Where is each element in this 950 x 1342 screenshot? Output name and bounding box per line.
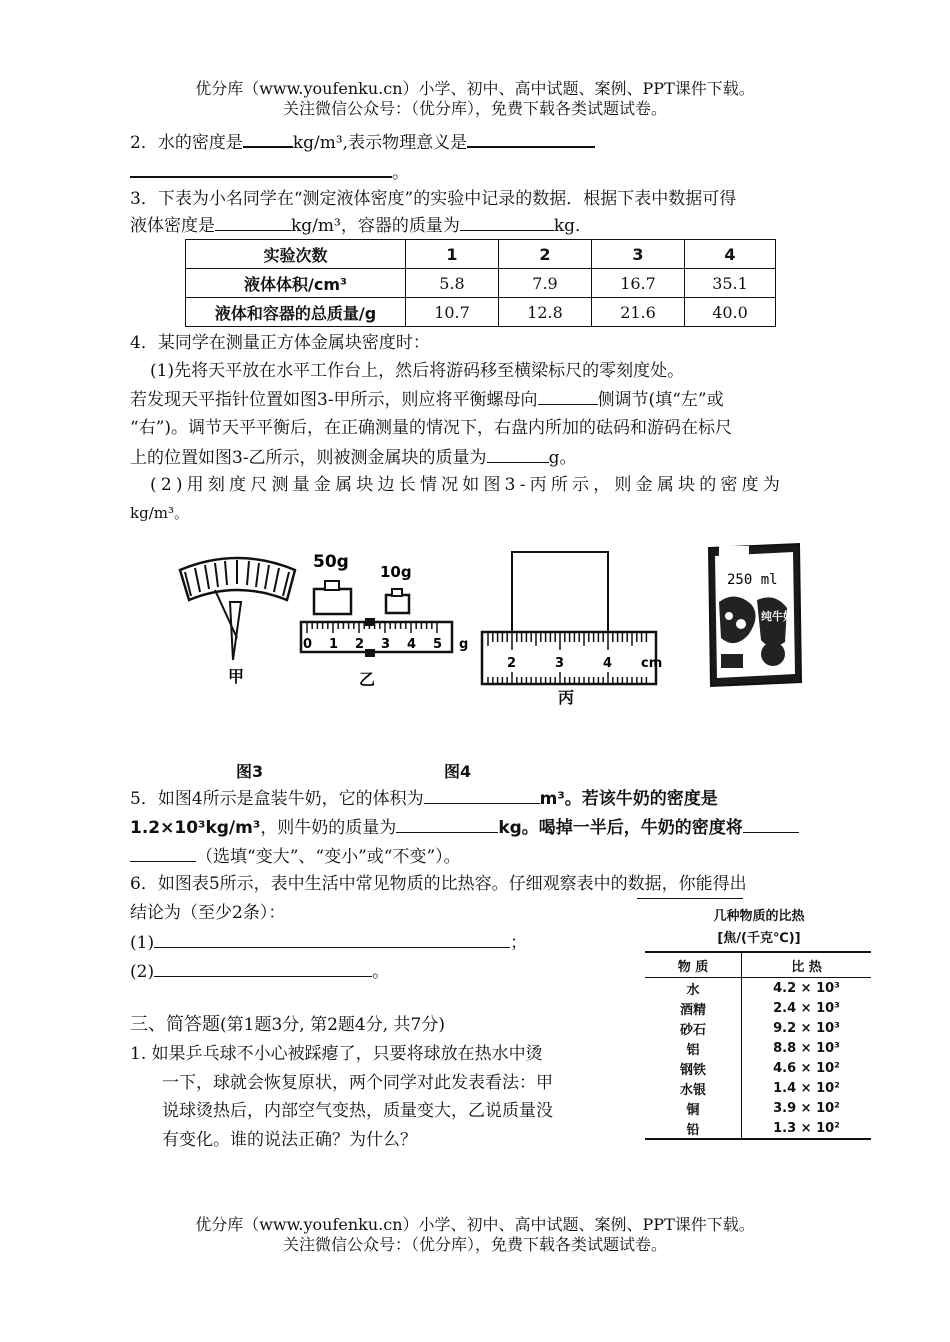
table-cell: 液体体积/cm³ [186, 269, 406, 298]
heat-value: 4.2 × 10³ [773, 980, 840, 996]
experiment-table [185, 239, 776, 327]
q6-item-2 [130, 960, 389, 983]
label-yi: 乙 [359, 670, 376, 689]
metal-block [512, 552, 608, 632]
divider [637, 898, 743, 899]
specific-heat-table [645, 905, 873, 1140]
heat-value: 4.6 × 10² [773, 1060, 840, 1076]
q4-line-4: “右”)。调节天平平衡后，在正确测量的情况下，右盘内所加的砝码和游码在标尺 [130, 418, 733, 438]
q2-blank-3[interactable] [130, 160, 392, 178]
heat-value: 9.2 × 10³ [773, 1020, 840, 1036]
q2-blank-1[interactable] [243, 130, 293, 148]
heat-header-material: 物 质 [645, 952, 742, 978]
q6-item-1-end: ； [510, 933, 528, 953]
heat-material: 铝 [645, 1038, 742, 1058]
q4-line-5 [130, 446, 576, 469]
table-header: 实验次数 [186, 240, 406, 269]
q5-text-b: m³。若该牛奶的密度是 [539, 789, 718, 809]
q4-text-5b: g。 [548, 448, 577, 468]
q6-line-1: 6．如图表5所示，表中生活中常见物质的比热容。仔细观察表中的数据，你能得出 [130, 874, 747, 894]
balance-pointer-figure [175, 550, 305, 690]
s3-q1-line-2: 一下，球就会恢复原状，两个同学对此发表看法：甲 [162, 1073, 553, 1093]
label-jia: 甲 [228, 667, 245, 686]
milk-volume: 250 ml [727, 572, 778, 588]
table-cell: 35.1 [685, 269, 776, 298]
milk-carton-figure [705, 542, 805, 690]
table-row [645, 1038, 871, 1058]
q4-text-3a: 若发现天平指针位置如图3-甲所示，则应将平衡螺母向 [130, 390, 538, 410]
table-row [645, 998, 871, 1018]
question-2-cont [130, 160, 409, 184]
table-header: 1 [406, 240, 499, 269]
q5-blank-2[interactable] [396, 816, 498, 833]
s3-q1-line-3: 说球烫热后，内部空气变热，质量变大，乙说质量没 [162, 1101, 553, 1121]
q6-line-2: 结论为（至少2条）： [130, 903, 286, 923]
q5-text-f: （选填“变大”、“变小”或“不变”）。 [196, 847, 461, 867]
scale-number: g [459, 637, 469, 652]
footer-line-2: 关注微信公众号：（优分库），免费下载各类试题试卷。 [282, 1235, 667, 1254]
q5-blank-4[interactable] [130, 845, 196, 862]
table-row [186, 298, 776, 327]
table-cell: 21.6 [592, 298, 685, 327]
q6-blank-1[interactable] [154, 931, 510, 948]
table-cell: 5.8 [406, 269, 499, 298]
heat-material: 铜 [645, 1098, 742, 1118]
q2-blank-2[interactable] [467, 130, 595, 148]
weight-10g [386, 595, 409, 613]
heat-table-grid [645, 951, 871, 1140]
q6-item-1 [130, 931, 527, 954]
heat-value: 1.4 × 10² [773, 1080, 840, 1096]
table-cell: 10.7 [406, 298, 499, 327]
s3-q1-line-1: 1. 如果乒乓球不小心被踩瘪了，只要将球放在热水中烫 [130, 1044, 543, 1064]
ruler-figure [478, 550, 663, 710]
table-row [645, 1018, 871, 1038]
q6-item-1-label: (1) [130, 933, 155, 953]
label-bing: 丙 [558, 688, 575, 707]
q3-line-1: 3．下表为小名同学在“测定液体密度”的实验中记录的数据．根据下表中数据可得 [130, 189, 737, 209]
q3-text-a: 液体密度是 [130, 216, 215, 236]
table-row [645, 1078, 871, 1098]
heat-value: 8.8 × 10³ [773, 1040, 840, 1056]
scale-number: 4 [407, 637, 417, 652]
footer-line-1: 优分库（www.youfenku.cn）小学、初中、高中试题、案例、PPT课件下载。 [195, 1215, 755, 1234]
ruler-number: 3 [555, 656, 565, 671]
q4-line-3 [130, 388, 724, 411]
q3-text-b: kg/m³，容器的质量为 [291, 216, 460, 236]
table-header: 2 [499, 240, 592, 269]
q4-line-6: (2)用刻度尺测量金属块边长情况如图3-丙所示，则金属块的密度为 [150, 475, 785, 495]
section-3-title: 三、简答题 [130, 1014, 220, 1035]
q4-line-2: (1)先将天平放在水平工作台上，然后将游码移至横梁标尺的零刻度处。 [150, 361, 685, 381]
table-row [186, 269, 776, 298]
q5-line-1 [130, 787, 718, 810]
q4-line-7: kg/m³。 [130, 504, 189, 522]
q2-text-a: 2．水的密度是 [130, 133, 243, 153]
table-cell: 7.9 [499, 269, 592, 298]
header-line-1: 优分库（www.youfenku.cn）小学、初中、高中试题、案例、PPT课件下载。 [195, 79, 755, 98]
table-cell: 12.8 [499, 298, 592, 327]
heat-value: 1.3 × 10² [773, 1120, 840, 1136]
q5-line-3 [130, 845, 461, 868]
heat-table-header-row [645, 952, 871, 978]
q3-blank-2[interactable] [460, 214, 554, 231]
scale-number: 0 [303, 637, 313, 652]
heat-material: 水 [645, 978, 742, 999]
scale-number: 5 [433, 637, 443, 652]
q3-text-c: kg． [553, 216, 593, 236]
heat-header-value: 比 热 [742, 952, 872, 978]
heat-value: 2.4 × 10³ [773, 1000, 840, 1016]
table-row [645, 978, 871, 999]
weight-50g [314, 589, 351, 614]
q6-blank-2[interactable] [154, 960, 372, 977]
weight-50g-label: 50g [313, 552, 349, 572]
s3-q1-line-4: 有变化。谁的说法正确？为什么？ [162, 1130, 417, 1150]
q4-line-1: 4．某同学在测量正方体金属块密度时： [130, 333, 430, 353]
q5-blank-3[interactable] [743, 816, 799, 833]
table-header: 4 [685, 240, 776, 269]
ruler-number: 2 [507, 656, 517, 671]
section-3-heading [130, 1014, 445, 1036]
scale-number: 2 [355, 637, 365, 652]
heat-value: 3.9 × 10² [773, 1100, 840, 1116]
table-row [645, 1118, 871, 1139]
weights-scale-figure [295, 545, 469, 695]
table-row [645, 1098, 871, 1118]
heat-material: 铅 [645, 1118, 742, 1139]
q5-text-a: 5．如图4所示是盒装牛奶，它的体积为 [130, 789, 424, 809]
table-row [645, 1058, 871, 1078]
ruler-number: cm [641, 656, 663, 671]
q6-item-2-end: 。 [372, 962, 390, 982]
q4-blank-1[interactable] [538, 388, 598, 405]
scale-number: 3 [381, 637, 391, 652]
milk-brand: 纯牛奶 [761, 610, 794, 623]
table-cell: 16.7 [592, 269, 685, 298]
scale-number: 1 [329, 637, 339, 652]
q2-text-c: 。 [392, 163, 409, 183]
q5-text-e: kg。喝掉一半后，牛奶的密度将 [498, 818, 743, 838]
table-header-row [186, 240, 776, 269]
q5-line-2 [130, 816, 799, 839]
table-cell: 40.0 [685, 298, 776, 327]
section-3-note: (第1题3分, 第2题4分, 共7分) [220, 1015, 445, 1035]
q2-text-b: kg/m³,表示物理意义是 [292, 133, 468, 153]
q6-item-2-label: (2) [130, 962, 155, 982]
question-2 [130, 130, 595, 154]
ruler-number: 4 [603, 656, 613, 671]
weight-10g-label: 10g [380, 563, 412, 581]
heat-table-title: 几种物质的比热 [713, 909, 805, 924]
table-header: 3 [592, 240, 685, 269]
q4-text-3b: 侧调节(填“左”或 [597, 390, 724, 410]
heat-material: 酒精 [645, 998, 742, 1018]
heat-table-unit: [焦/(千克℃)] [717, 931, 801, 946]
table-cell: 液体和容器的总质量/g [186, 298, 406, 327]
heat-material: 水银 [645, 1078, 742, 1098]
q5-density: 1.2×10³kg/m³ [130, 818, 261, 838]
figure-4-caption: 图4 [444, 762, 472, 781]
q5-blank-1[interactable] [424, 787, 540, 804]
q3-line-2 [130, 214, 592, 237]
rider [365, 618, 375, 626]
header-line-2: 关注微信公众号：（优分库），免费下载各类试题试卷。 [282, 99, 667, 118]
q5-text-d: ，则牛奶的质量为 [260, 818, 397, 838]
scale-bar [301, 622, 452, 652]
heat-material: 砂石 [645, 1018, 742, 1038]
q3-blank-1[interactable] [215, 214, 291, 231]
heat-material: 钢铁 [645, 1058, 742, 1078]
figure-3-caption: 图3 [236, 762, 264, 781]
q4-blank-2[interactable] [487, 446, 549, 463]
q4-text-5a: 上的位置如图3-乙所示，则被测金属块的质量为 [130, 448, 487, 468]
